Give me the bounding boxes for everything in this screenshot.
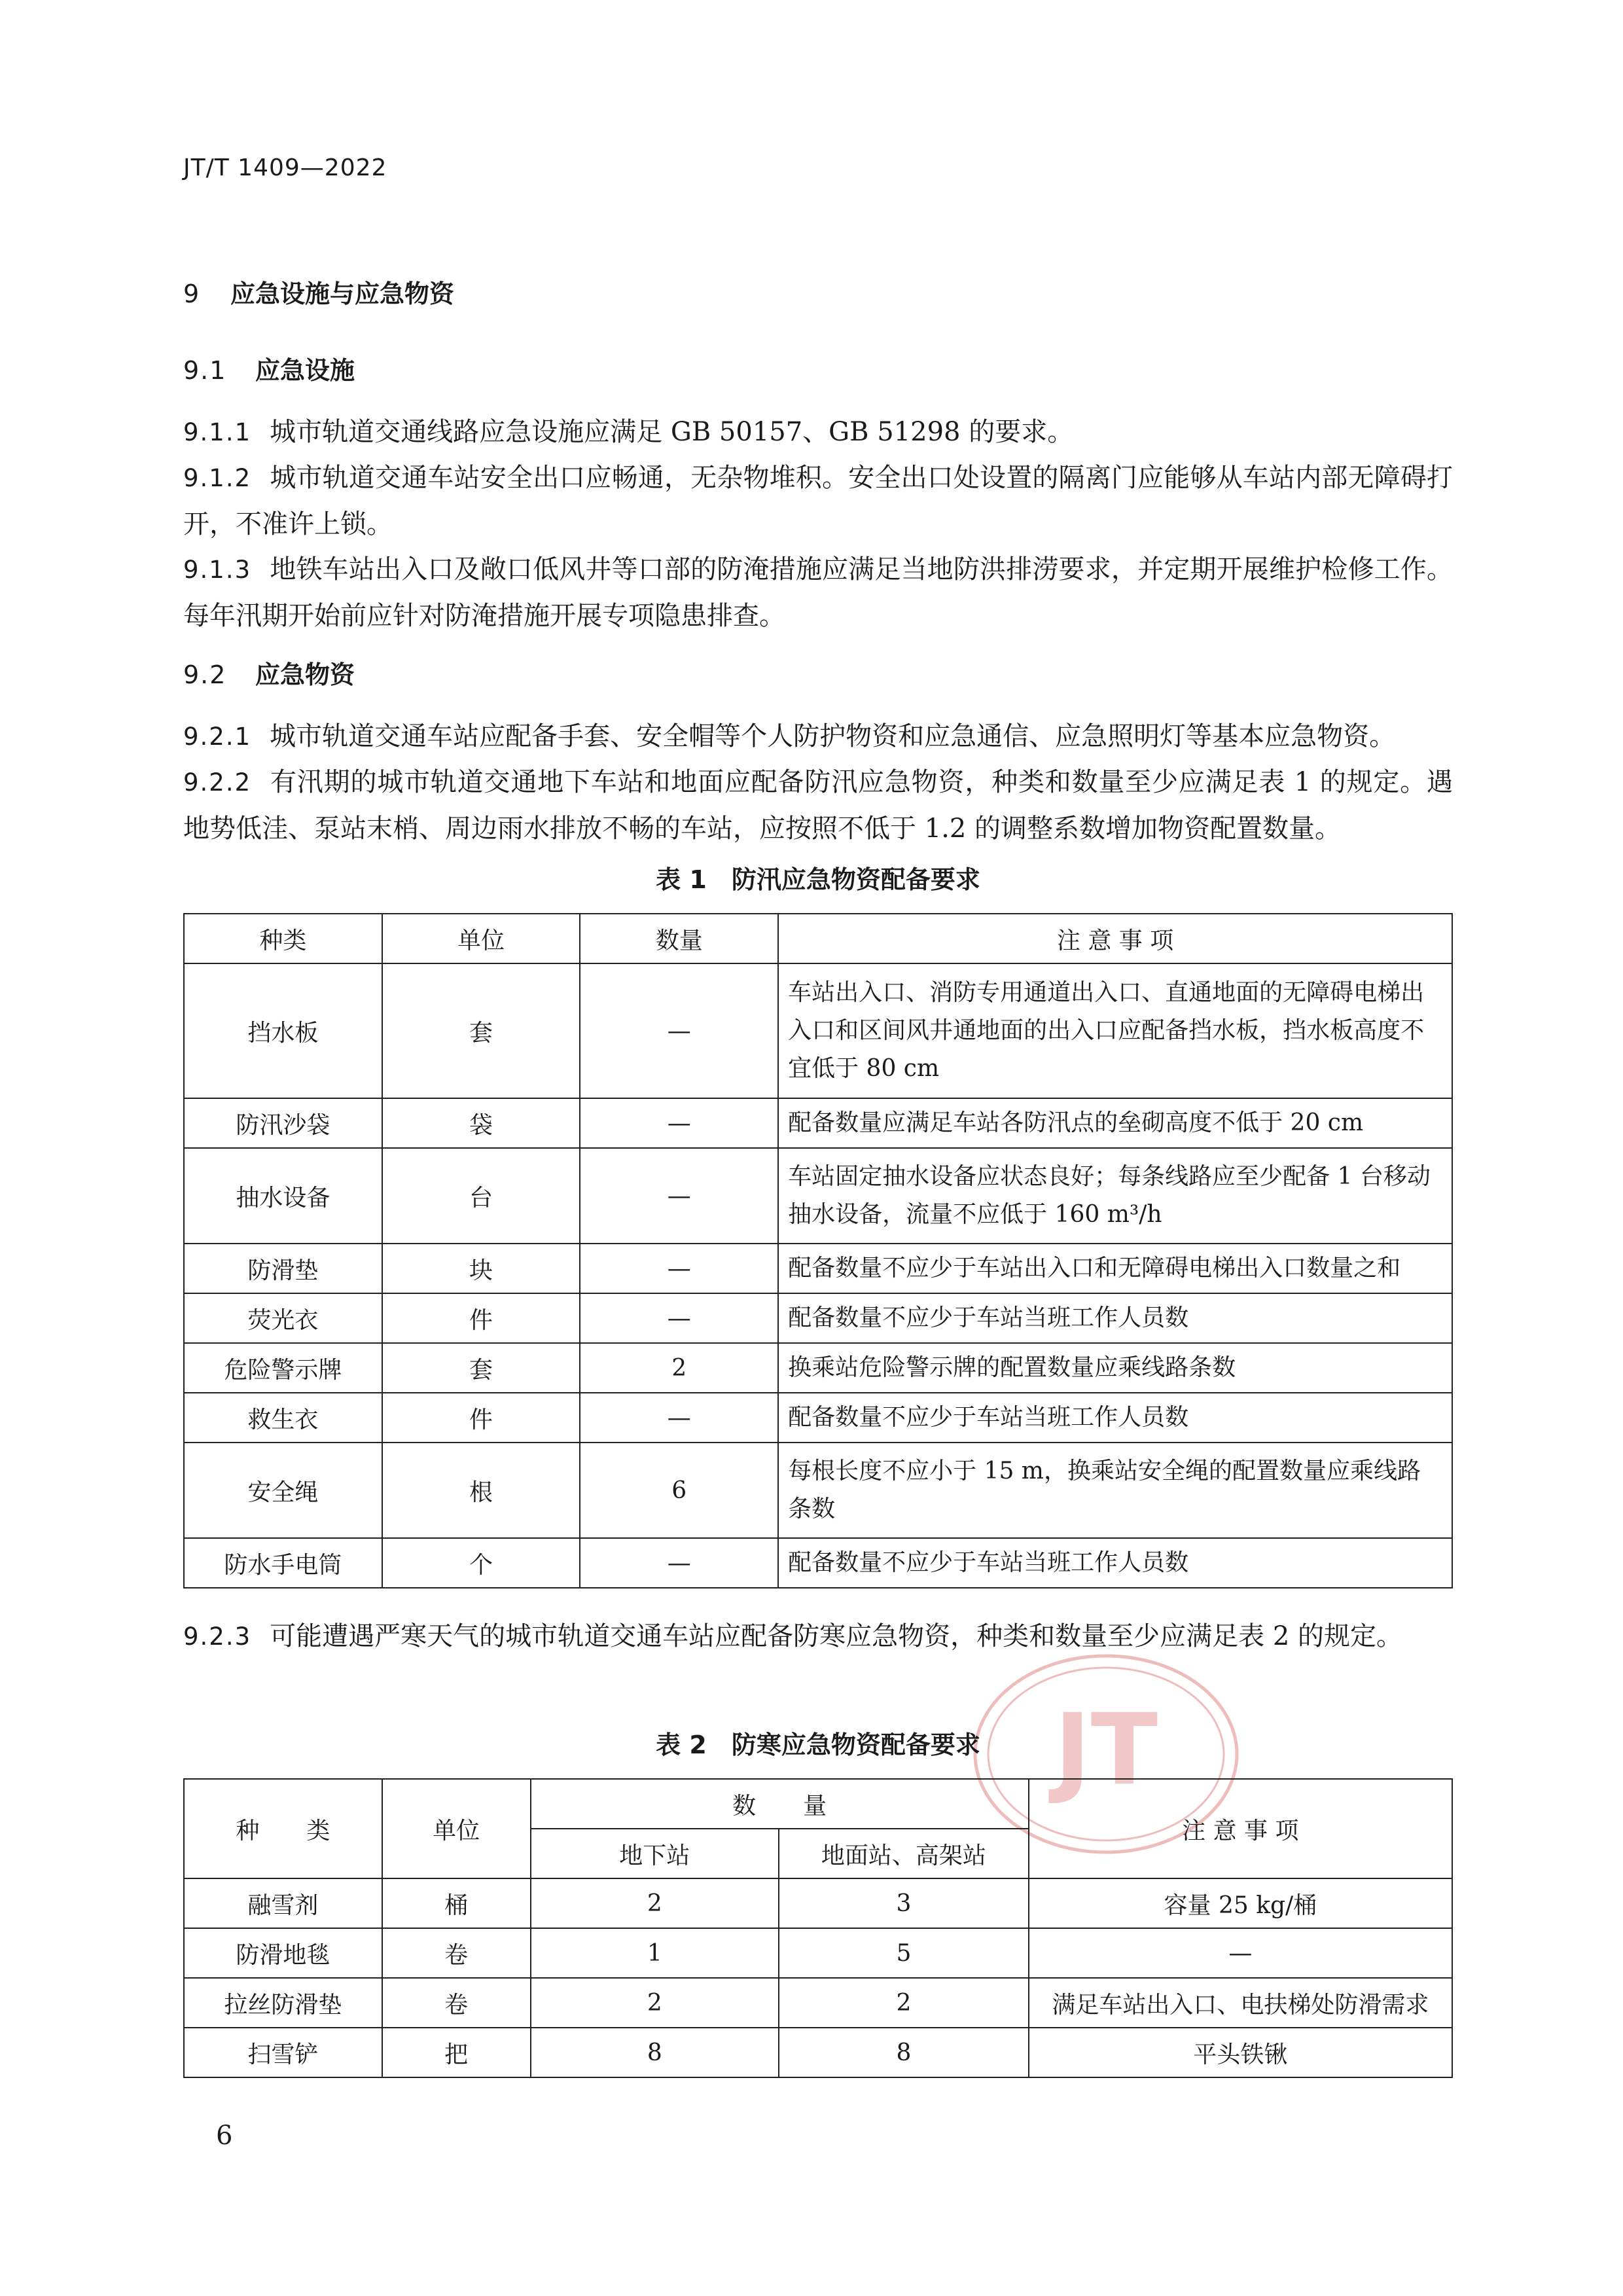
cell-unit: 套 [382,1343,580,1393]
table-row [184,1148,1452,1244]
subsection-number: 9.2 [183,660,227,689]
cell-kind: 扫雪铲 [184,2028,382,2077]
cell-notes: 换乘站危险警示牌的配置数量应乘线路条数 [778,1343,1452,1393]
cell-unit: 把 [382,2028,531,2077]
cell-quantity: 2 [580,1343,778,1393]
header-quantity: 数 量 [531,1779,1029,1829]
cell-quantity: — [580,1244,778,1293]
header-unit: 单位 [382,1779,531,1878]
header-quantity: 数量 [580,914,778,963]
cell-quantity: — [580,963,778,1098]
clause-text: 可能遭遇严寒天气的城市轨道交通车站应配备防寒应急物资，种类和数量至少应满足表 2 的规定。 [270,1621,1403,1651]
section-title: 应急设施与应急物资 [230,279,455,308]
cell-unit: 台 [382,1148,580,1244]
cell-kind: 防滑垫 [184,1244,382,1293]
clause-text: 地铁车站出入口及敞口低风井等口部的防淹措施应满足当地防洪排涝要求，并定期开展维护检修工作。每年汛期开始前应针对防淹措施开展专项隐患排查。 [183,554,1453,631]
cell-notes: — [1029,1928,1452,1978]
cell-quantity: 6 [580,1443,778,1538]
table-row [184,1978,1452,2028]
clause-number: 9.1.3 [183,556,252,584]
table-row [184,1244,1452,1293]
table-row [184,1928,1452,1978]
cell-kind: 融雪剂 [184,1878,382,1928]
header-kind: 种类 [184,914,382,963]
cell-notes: 配备数量不应少于车站当班工作人员数 [778,1293,1452,1343]
clause-number: 9.2.1 [183,723,252,751]
clause-number: 9.1.1 [183,418,252,446]
table-row [184,2028,1452,2077]
cell-kind: 防滑地毯 [184,1928,382,1978]
clause-9-2-3 [183,1613,1453,1660]
cell-unit: 套 [382,963,580,1098]
section-number: 9 [183,279,200,308]
clause-number: 9.2.3 [183,1623,252,1651]
cell-quantity: — [580,1538,778,1588]
cell-surface-qty: 3 [779,1878,1029,1928]
cell-quantity: — [580,1098,778,1148]
cell-unit: 件 [382,1393,580,1443]
section-9-heading [183,274,454,310]
table-2-caption: 表 2 防寒应急物资配备要求 [656,1731,980,1759]
clause-9-1-3 [183,547,1453,639]
table-2 [183,1778,1453,2078]
header-notes: 注 意 事 项 [1029,1779,1452,1878]
cell-underground-qty: 1 [531,1928,779,1978]
cell-unit: 桶 [382,1878,531,1928]
table-row [184,1393,1452,1443]
cell-notes: 平头铁锹 [1029,2028,1452,2077]
cell-unit: 卷 [382,1978,531,2028]
header-unit: 单位 [382,914,580,963]
clause-9-2-2 [183,759,1453,852]
cell-kind: 挡水板 [184,963,382,1098]
clause-number: 9.1.2 [183,464,252,492]
cell-surface-qty: 2 [779,1978,1029,2028]
clause-9-1-1 [183,409,1453,456]
cell-kind: 防水手电筒 [184,1538,382,1588]
subsection-9-2-heading [183,655,355,691]
table-row [184,1098,1452,1148]
clause-text: 城市轨道交通车站应配备手套、安全帽等个人防护物资和应急通信、应急照明灯等基本应急物资。 [270,721,1396,751]
table-header-row [184,1779,1452,1829]
table-1 [183,913,1453,1588]
table-row [184,1443,1452,1538]
cell-unit: 个 [382,1538,580,1588]
cell-kind: 防汛沙袋 [184,1098,382,1148]
cell-kind: 拉丝防滑垫 [184,1978,382,2028]
cell-surface-qty: 8 [779,2028,1029,2077]
subsection-9-1-heading [183,350,355,386]
clause-text: 城市轨道交通线路应急设施应满足 GB 50157、GB 51298 的要求。 [270,417,1074,447]
cell-underground-qty: 2 [531,1978,779,2028]
cell-notes: 车站固定抽水设备应状态良好；每条线路应至少配备 1 台移动抽水设备，流量不应低于 160 m³/h [778,1148,1452,1244]
header-surface-elevated-station: 地面站、高架站 [779,1829,1029,1878]
page-number: 6 [216,2121,233,2151]
cell-quantity: — [580,1148,778,1244]
document-code: JT/T 1409—2022 [183,154,387,181]
cell-unit: 卷 [382,1928,531,1978]
table-row [184,1293,1452,1343]
cell-quantity: — [580,1293,778,1343]
table-1-caption: 表 1 防汛应急物资配备要求 [656,865,980,894]
cell-notes: 配备数量不应少于车站出入口和无障碍电梯出入口数量之和 [778,1244,1452,1293]
table-header-row [184,914,1452,963]
cell-underground-qty: 2 [531,1878,779,1928]
cell-notes: 配备数量不应少于车站当班工作人员数 [778,1393,1452,1443]
clause-text: 城市轨道交通车站安全出口应畅通，无杂物堆积。安全出口处设置的隔离门应能够从车站内部无障碍打开，不准许上锁。 [183,463,1453,539]
clause-text: 有汛期的城市轨道交通地下车站和地面应配备防汛应急物资，种类和数量至少应满足表 1 的规定。遇地势低洼、泵站末梢、周边雨水排放不畅的车站，应按照不低于 1.2 的调整系数增加物资配置数量。 [183,767,1453,844]
cell-underground-qty: 8 [531,2028,779,2077]
cell-unit: 块 [382,1244,580,1293]
cell-notes: 车站出入口、消防专用通道出入口、直通地面的无障碍电梯出入口和区间风井通地面的出入口应配备挡水板，挡水板高度不宜低于 80 cm [778,963,1452,1098]
clause-9-1-2 [183,455,1453,547]
header-underground-station: 地下站 [531,1829,779,1878]
cell-unit: 袋 [382,1098,580,1148]
table-row [184,1343,1452,1393]
subsection-title: 应急设施 [255,356,355,385]
table-row [184,1878,1452,1928]
cell-notes: 容量 25 kg/桶 [1029,1878,1452,1928]
subsection-number: 9.1 [183,356,227,385]
clause-number: 9.2.2 [183,768,252,797]
cell-notes: 配备数量应满足车站各防汛点的垒砌高度不低于 20 cm [778,1098,1452,1148]
cell-kind: 抽水设备 [184,1148,382,1244]
table-row [184,963,1452,1098]
cell-kind: 安全绳 [184,1443,382,1538]
cell-quantity: — [580,1393,778,1443]
cell-kind: 危险警示牌 [184,1343,382,1393]
cell-unit: 根 [382,1443,580,1538]
clause-9-2-1 [183,713,1453,760]
cell-kind: 荧光衣 [184,1293,382,1343]
cell-kind: 救生衣 [184,1393,382,1443]
table-row [184,1538,1452,1588]
svg-text:JT: JT [1054,1693,1158,1807]
cell-notes: 配备数量不应少于车站当班工作人员数 [778,1538,1452,1588]
cell-unit: 件 [382,1293,580,1343]
header-kind: 种 类 [184,1779,382,1878]
subsection-title: 应急物资 [255,660,355,689]
cell-notes: 每根长度不应小于 15 m，换乘站安全绳的配置数量应乘线路条数 [778,1443,1452,1538]
header-notes: 注 意 事 项 [778,914,1452,963]
cell-notes: 满足车站出入口、电扶梯处防滑需求 [1029,1978,1452,2028]
cell-surface-qty: 5 [779,1928,1029,1978]
